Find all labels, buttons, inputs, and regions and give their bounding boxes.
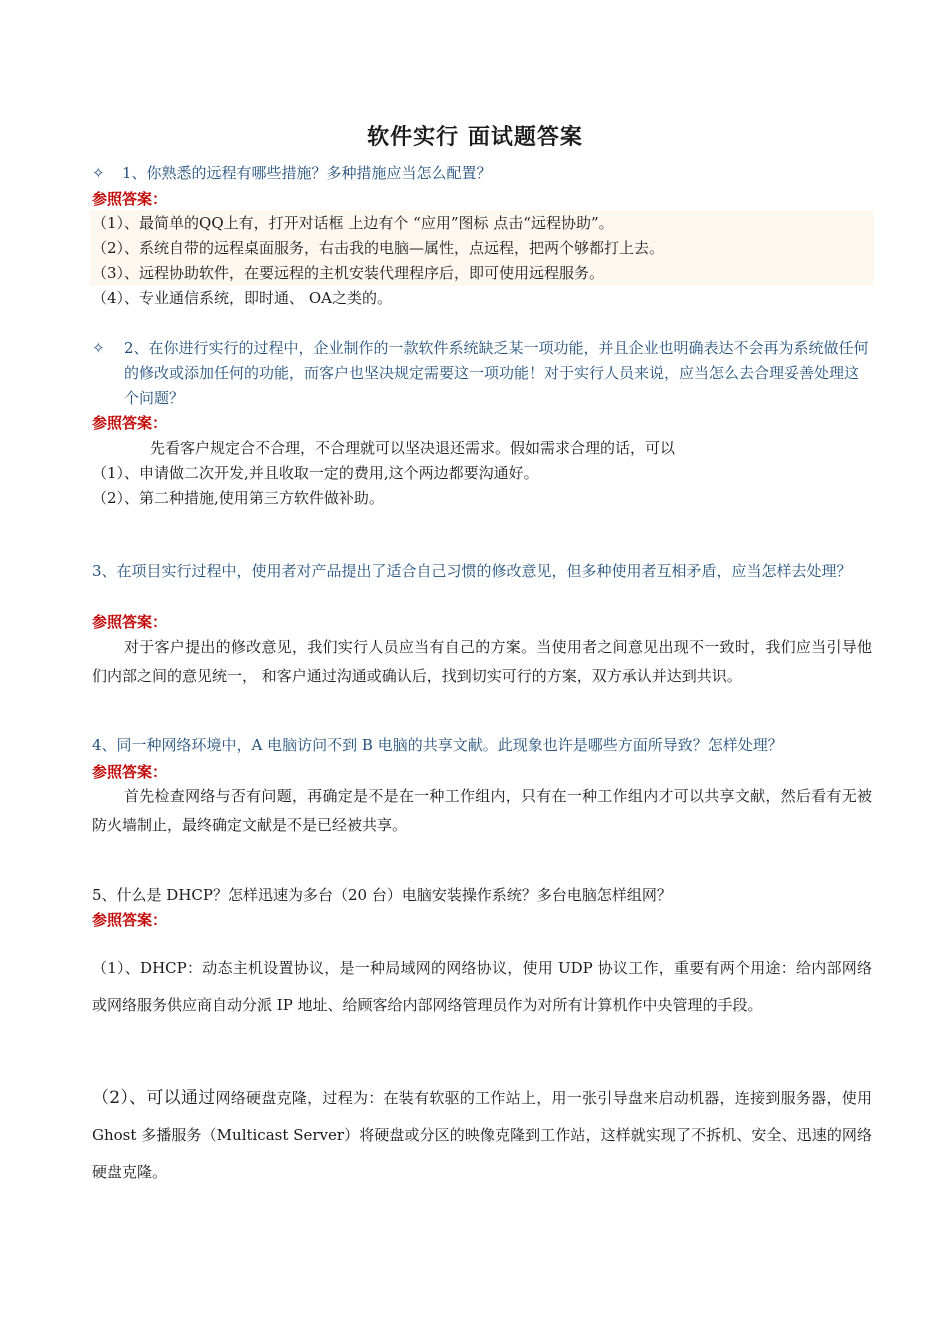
question-1 [92,161,872,186]
answer-label-5: 参照答案： [92,911,168,929]
answer-5-part-2 [92,1080,872,1191]
answer-1-line-1: （1）、最简单的QQ上有，打开对话框 上边有个 “应用”图标 点击“远程协助”。 [92,214,614,232]
diamond-bullet-icon: ✧ [92,339,105,357]
answer-1-line-3: （3）、远程协助软件，在要远程的主机安装代理程序后，即可使用远程服务。 [92,264,605,282]
question-3: 3、在项目实行过程中，使用者对产品提出了适合自己习惯的修改意见，但多种使用者互相矛盾，应当怎样去处理？ [92,562,852,580]
document-title: 软件实行 面试题答案 [367,124,583,150]
question-5: 5、什么是 DHCP？怎样迅速为多台（20 台）电脑安装操作系统？多台电脑怎样组网？ [92,886,672,904]
answer-2-line-3: （2）、第二种措施,使用第三方软件做补助。 [92,489,384,507]
question-2 [92,336,872,411]
answer-5-part-1: （1）、DHCP：动态主机设置协议，是一种局域网的网络协议，使用 UDP 协议工作，重要有两个用途：给内部网络或网络服务供应商自动分派 IP 地址、给顾客给内部网络管理员作为对所有计算机作中央管理的手段。 [92,959,872,1014]
question-4: 4、同一种网络环境中，A 电脑访问不到 B 电脑的共享文献。此现象也许是哪些方面所导致？怎样处理？ [92,736,783,754]
answer-1-line-2: （2）、系统自带的远程桌面服务，右击我的电脑—属性，点远程，把两个够都打上去。 [92,239,665,257]
answer-1-line-4: （4）、专业通信系统，即时通、 OA之类的。 [92,289,392,307]
answer-label-2: 参照答案： [92,414,168,432]
answer-5-part-2-lead: （2）、可以通过 [92,1088,216,1108]
answer-label-3: 参照答案： [92,613,168,631]
question-1-text: 1、你熟悉的远程有哪些措施？多种措施应当怎么配置？ [122,164,492,182]
answer-label-1: 参照答案： [92,190,168,208]
answer-3: 对于客户提出的修改意见，我们实行人员应当有自己的方案。当使用者之间意见出现不一致时，我们应当引导他们内部之间的意见统一， 和客户通过沟通或确认后，找到切实可行的方案，双方承认并达到共识。 [92,638,872,685]
answer-4: 首先检查网络与否有问题，再确定是不是在一种工作组内，只有在一种工作组内才可以共享文献，然后看有无被防火墙制止，最终确定文献是不是已经被共享。 [92,787,872,834]
answer-2-line-2: （1）、申请做二次开发,并且收取一定的费用,这个两边都要沟通好。 [92,464,539,482]
answer-label-4: 参照答案： [92,763,168,781]
answer-2-line-1: 先看客户规定合不合理，不合理就可以坚决退还需求。假如需求合理的话，可以 [150,439,676,457]
question-2-text: 2、在你进行实行的过程中，企业制作的一款软件系统缺乏某一项功能，并且企业也明确表达不会再为系统做任何的修改或添加任何的功能，而客户也坚决规定需要这一项功能！对于实行人员来说，应当怎么去合理妥善处理这个问题？ [124,339,869,407]
answer-5-part-2-rest: 网络硬盘克隆，过程为：在装有软驱的工作站上，用一张引导盘来启动机器，连接到服务器，使用 Ghost 多播服务（Multicast Server）将硬盘或分区的映像克隆到工作站，这样就实现了不拆机、安全、迅速的网络硬盘克隆。 [92,1089,872,1181]
diamond-bullet-icon: ✧ [92,164,105,182]
